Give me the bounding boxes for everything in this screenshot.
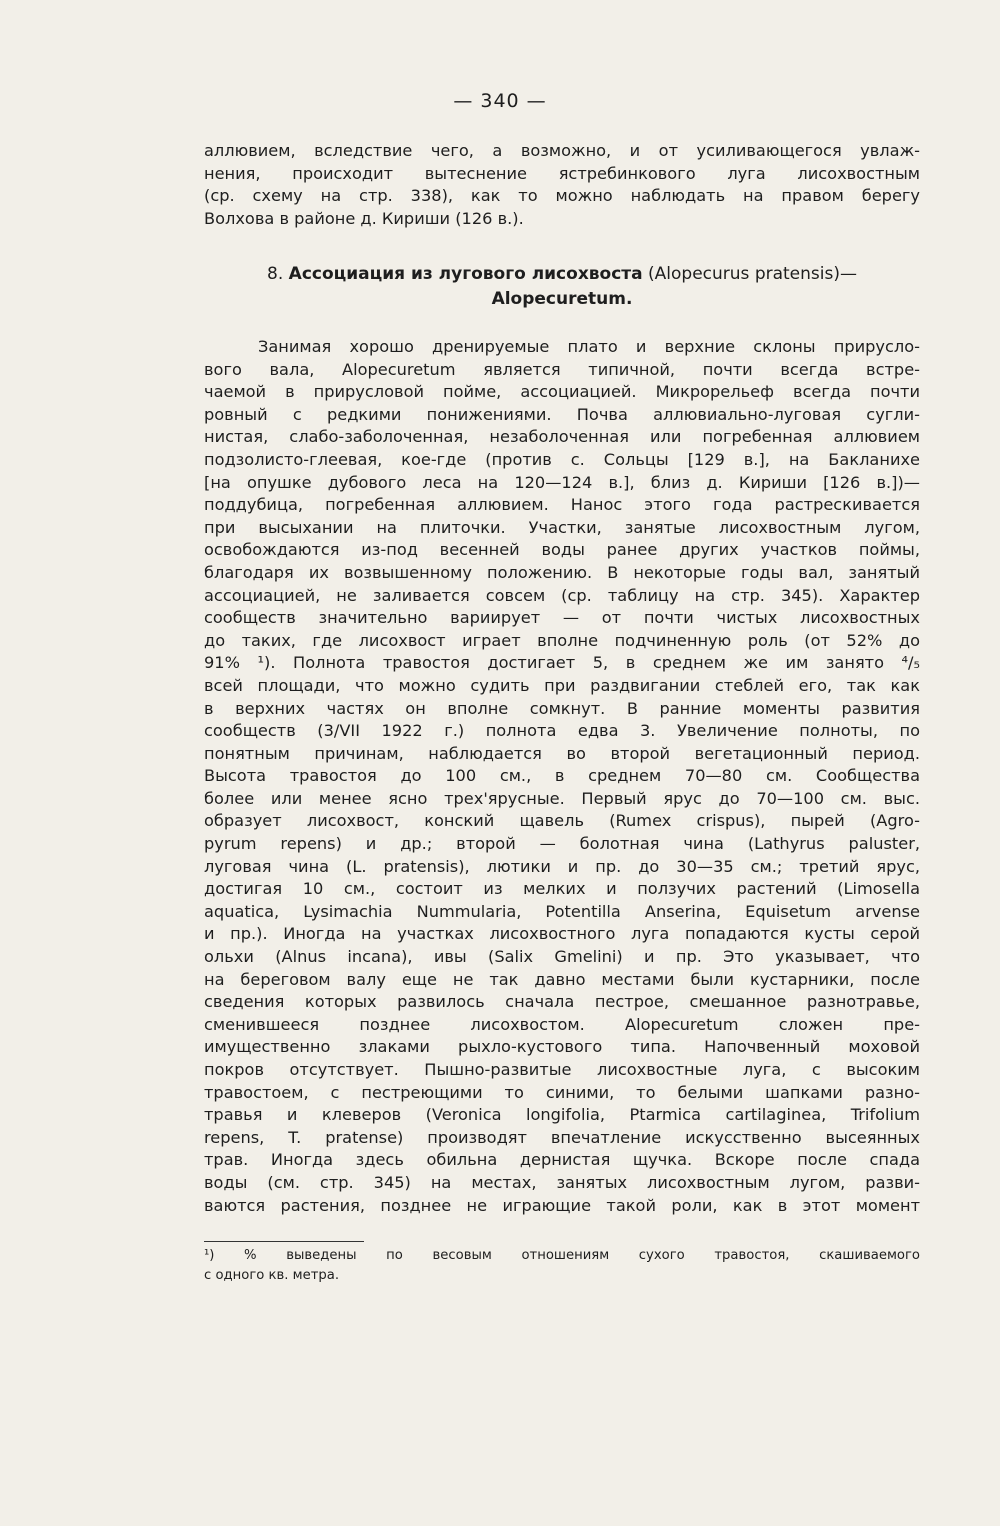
text-line: Волхова в районе д. Кириши (126 в.).	[204, 208, 524, 228]
text-line: pyrum repens) и др.; второй — болотная чина (Lathyrus paluster,	[204, 834, 920, 854]
text-line: более или менее ясно трех'ярусные. Первый ярус до 70—100 см. выс.	[204, 788, 920, 808]
section-heading	[204, 262, 920, 312]
intro-paragraph	[204, 140, 920, 230]
text-line: всей площади, что можно судить при раздвигании стеблей его, так как	[204, 675, 920, 695]
text-line: в верхних частях он вполне сомкнут. В ранние моменты развития	[204, 698, 920, 718]
text-line: сообществ (3/VII 1922 г.) полнота едва 3. Увеличение полноты, по	[204, 721, 920, 741]
text-line: подзолисто-глеевая, кое-где (против с. Сольцы [129 в.], на Бакланихе	[204, 449, 920, 469]
text-line: при высыхании на плиточки. Участки, занятые лисохвостным лугом,	[204, 517, 920, 537]
text-line: сведения которых развилось сначала пестрое, смешанное разнотравье,	[204, 992, 920, 1012]
footnote-divider	[204, 1241, 364, 1242]
text-line: трав. Иногда здесь обильна дернистая щучка. Вскоре после спада	[204, 1150, 920, 1170]
text-line: нения, происходит вытеснение ястребинкового луга лисохвостным	[204, 163, 920, 183]
text-line: сменившееся позднее лисохвостом. Alopecuretum сложен пре-	[204, 1014, 920, 1034]
text-line: Высота травостоя до 100 см., в среднем 70—80 см. Сообщества	[204, 766, 920, 786]
text-line: поддубица, погребенная аллювием. Нанос этого года растрескивается	[204, 495, 920, 515]
text-line: имущественно злаками рыхло-кустового типа. Напочвенный моховой	[204, 1037, 920, 1057]
text-line: понятным причинам, наблюдается во второй вегетационный период.	[204, 743, 920, 763]
text-line: благодаря их возвышенному положению. В некоторые годы вал, занятый	[204, 562, 920, 582]
footnote-line: с одного кв. метра.	[204, 1268, 340, 1283]
text-line: ольхи (Alnus incana), ивы (Salix Gmelini) и пр. Это указывает, что	[204, 947, 920, 967]
footnote	[204, 1246, 920, 1286]
text-line: аллювием, вследствие чего, а возможно, и от усиливающегося увлаж-	[204, 141, 920, 160]
heading-line-2	[204, 287, 920, 312]
text-line: нистая, слабо-заболоченная, незаболоченная или погребенная аллювием	[204, 427, 920, 447]
text-line: ваются растения, позднее не играющие такой роли, как в этот момент	[204, 1195, 920, 1215]
text-line: травостоем, с пестреющими то синими, то белыми шапками разно-	[204, 1082, 920, 1102]
heading-association-name: Alopecuretum.	[491, 289, 633, 309]
body-paragraph	[204, 336, 920, 1217]
text-line: вого вала, Alopecuretum является типичной, почти всегда встре-	[204, 359, 920, 379]
text-line: достигая 10 см., состоит из мелких и ползучих растений (Limosella	[204, 879, 920, 899]
text-line: освобождаются из-под весенней воды ранее других участков поймы,	[204, 540, 920, 560]
text-line: на береговом валу еще не так давно местами были кустарники, после	[204, 969, 920, 989]
text-line: сообществ значительно вариирует — от почти чистых лисохвостных	[204, 608, 920, 628]
heading-title: Ассоциация из лугового лисохвоста	[288, 264, 643, 284]
text-line: покров отсутствует. Пышно-развитые лисохвостные луга, с высоким	[204, 1060, 920, 1079]
text-line: чаемой в прирусловой пойме, ассоциацией. Микрорельеф всегда почти	[204, 382, 920, 402]
text-line: 91% ¹). Полнота травостоя достигает 5, в среднем же им занято ⁴/₅	[204, 653, 920, 673]
text-line: воды (см. стр. 345) на местах, занятых лисохвостным лугом, разви-	[204, 1172, 920, 1192]
footnote-line: ¹) % выведены по весовым отношениям сухого травостоя, скашиваемого	[204, 1248, 920, 1263]
text-line: луговая чина (L. pratensis), лютики и пр. до 30—35 см.; третий ярус,	[204, 856, 920, 876]
text-line: (ср. схему на стр. 338), как то можно наблюдать на правом берегу	[204, 186, 920, 206]
heading-latin: (Alopecurus pratensis)—	[648, 264, 857, 284]
text-line: и пр.). Иногда на участках лисохвостного луга попадаются кусты серой	[204, 924, 920, 944]
text-line: repens, T. pratense) производят впечатление искусственно высеянных	[204, 1127, 920, 1147]
text-line: до таких, где лисохвост играет вполне подчиненную роль (от 52% до	[204, 630, 920, 650]
text-line: Занимая хорошо дренируемые плато и верхние склоны прирусло-	[258, 337, 920, 356]
heading-line-1	[204, 262, 920, 287]
heading-number: 8.	[267, 264, 284, 284]
text-line: травья и клеверов (Veronica longifolia, Ptarmica cartilaginea, Trifolium	[204, 1105, 920, 1125]
text-line: ровный с редкими понижениями. Почва аллювиально-луговая сугли-	[204, 404, 920, 424]
text-line: [на опушке дубового леса на 120—124 в.], близ д. Кириши [126 в.])—	[204, 472, 920, 492]
text-line: aquatica, Lysimachia Nummularia, Potentilla Anserina, Equisetum arvense	[204, 901, 920, 921]
page-number: — 340 —	[453, 90, 547, 112]
text-line: ассоциацией, не заливается совсем (ср. таблицу на стр. 345). Характер	[204, 585, 920, 605]
text-line: образует лисохвост, конский щавель (Rumex crispus), пырей (Agro-	[204, 811, 920, 831]
